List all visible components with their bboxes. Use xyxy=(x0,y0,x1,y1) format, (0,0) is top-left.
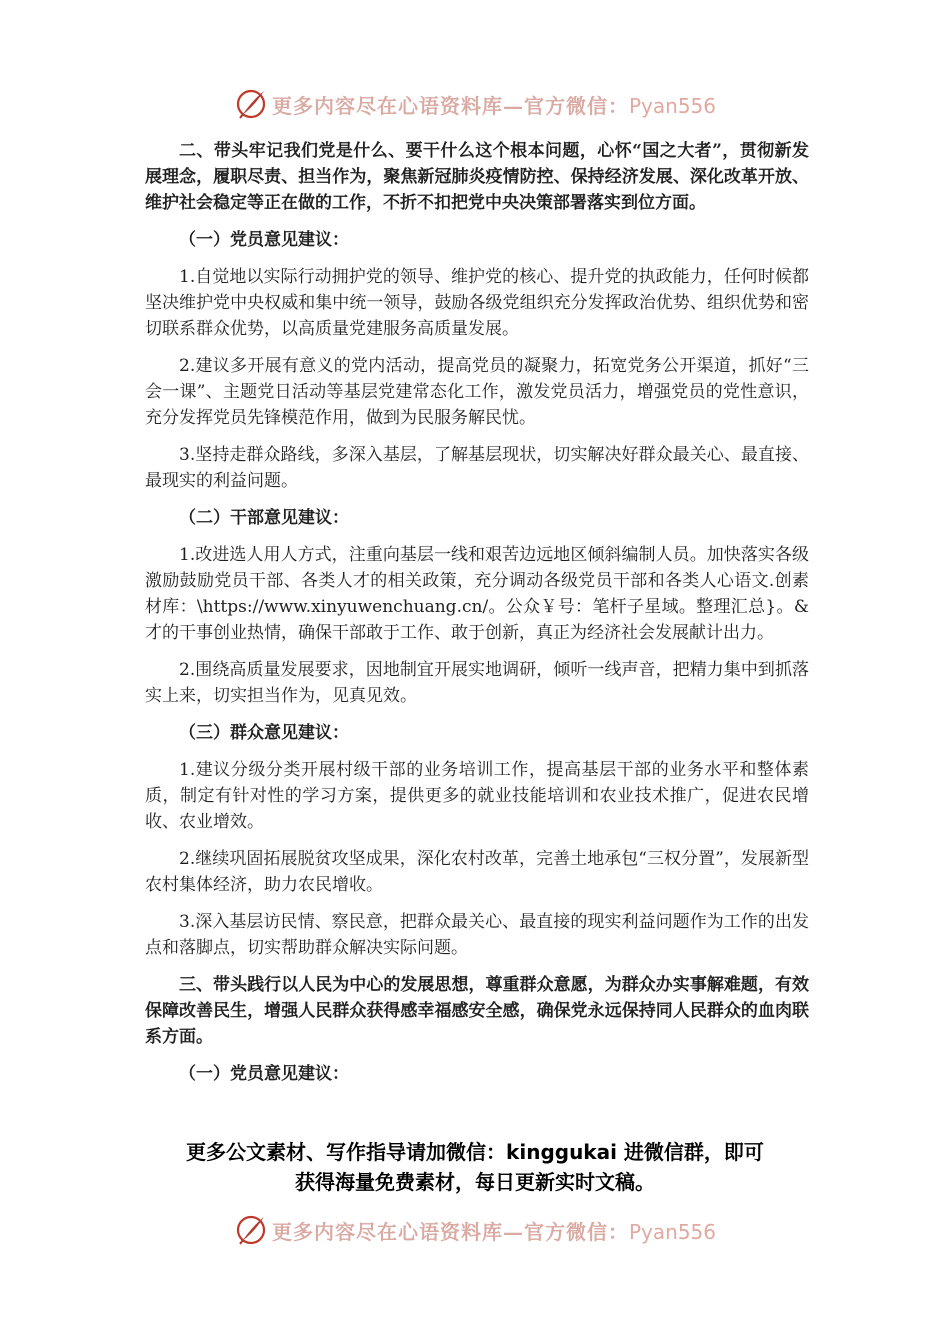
document-body xyxy=(145,138,809,1087)
paragraph-item: 3.坚持走群众路线，多深入基层，了解基层现状，切实解决好群众最关心、最直接、最现实的利益问题。 xyxy=(145,445,809,491)
subheading-party-members: （一）党员意见建议： xyxy=(179,230,349,250)
paragraph-item: 1.自觉地以实际行动拥护党的领导、维护党的核心、提升党的执政能力，任何时候都坚决维护党中央权威和集中统一领导，鼓励各级党组织充分发挥政治优势、组织优势和密切联系群众优势，以高质量党建服务高质量发展。 xyxy=(145,267,809,339)
paragraph-item: 3.深入基层访民情、察民意，把群众最关心、最直接的现实利益问题作为工作的出发点和落脚点，切实帮助群众解决实际问题。 xyxy=(145,912,809,958)
watermark-text: 更多内容尽在心语资料库—官方微信：Pyan556 xyxy=(271,1219,716,1244)
paragraph-item: 2.建议多开展有意义的党内活动，提高党员的凝聚力，拓宽党务公开渠道，抓好“三会一课”、主题党日活动等基层党建常态化工作，激发党员活力，增强党员的党性意识，充分发挥党员先锋模范作用，做到为民服务解民忧。 xyxy=(145,356,809,428)
header-watermark xyxy=(0,84,950,124)
subheading-masses: （三）群众意见建议： xyxy=(179,723,349,743)
paragraph-item: 2.围绕高质量发展要求，因地制宜开展实地调研，倾听一线声音，把精力集中到抓落实上来，切实担当作为，见真见效。 xyxy=(145,660,809,706)
promo-line-1: 更多公文素材、写作指导请加微信：kinggukai 进微信群，即可 xyxy=(186,1140,764,1164)
promo-line-2: 获得海量免费素材，每日更新实时文稿。 xyxy=(295,1170,655,1194)
watermark-text: 更多内容尽在心语资料库—官方微信：Pyan556 xyxy=(271,93,716,118)
section-heading-3: 三、带头践行以人民为中心的发展思想，尊重群众意愿，为群众办实事解难题，有效保障改善民生，增强人民群众获得感幸福感安全感，确保党永远保持同人民群众的血肉联系方面。 xyxy=(145,975,809,1047)
quill-logo-icon xyxy=(234,1213,268,1247)
promo-banner xyxy=(120,1137,830,1197)
paragraph-item: 1.改进选人用人方式，注重向基层一线和艰苦边远地区倾斜编制人员。加快落实各级激励鼓励党员干部、各类人才的相关政策，充分调动各级党员干部和各类人心语文.创素材库：\https://www.xinyuwenchuang.cn/。公众￥号：笔杆子星域。整理汇总}。&才的干事创业热情，确保干部敢于工作、敢于创新，真正为经济社会发展献计出力。 xyxy=(145,545,809,643)
footer-watermark xyxy=(0,1210,950,1250)
paragraph-item: 2.继续巩固拓展脱贫攻坚成果，深化农村改革，完善土地承包“三权分置”，发展新型农村集体经济，助力农民增收。 xyxy=(145,849,809,895)
quill-logo-icon xyxy=(234,87,268,121)
subheading-cadres: （二）干部意见建议： xyxy=(179,508,349,528)
subheading-party-members: （一）党员意见建议： xyxy=(179,1064,349,1084)
paragraph-item: 1.建议分级分类开展村级干部的业务培训工作，提高基层干部的业务水平和整体素质，制定有针对性的学习方案，提供更多的就业技能培训和农业技术推广，促进农民增收、农业增效。 xyxy=(145,760,809,832)
section-heading-2: 二、带头牢记我们党是什么、要干什么这个根本问题，心怀“国之大者”，贯彻新发展理念，履职尽责、担当作为，聚焦新冠肺炎疫情防控、保持经济发展、深化改革开放、维护社会稳定等正在做的工作，不折不扣把党中央决策部署落实到位方面。 xyxy=(145,141,809,213)
